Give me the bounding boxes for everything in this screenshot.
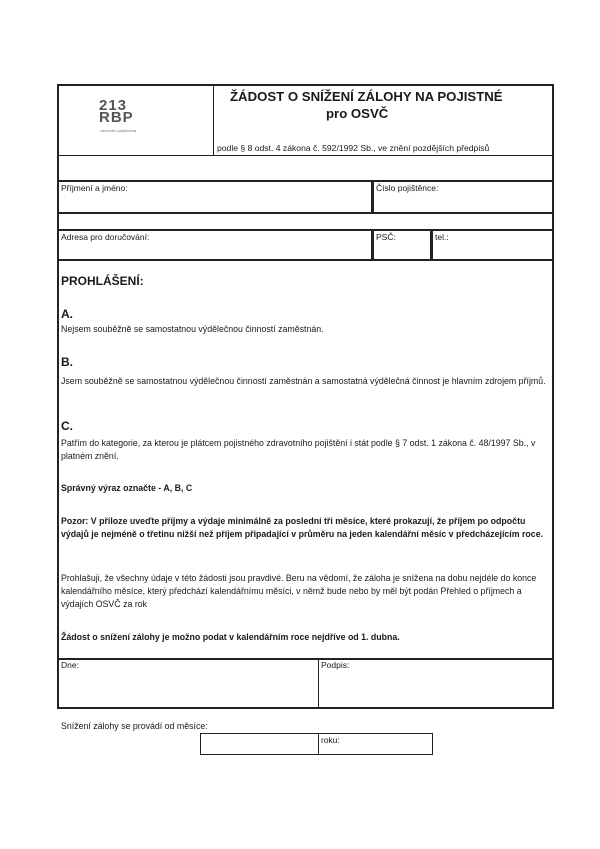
year-label: roku: — [321, 735, 340, 745]
date-label: Dne: — [61, 660, 79, 670]
option-b-text: Jsem souběžně se samostatnou výdělečnou činností zaměstnán a samostatná výdělečná činnost je hlavním zdrojem příjmů. — [61, 376, 546, 386]
signature-field[interactable] — [319, 659, 553, 708]
truth-statement: Prohlašuji, že všechny údaje v této žádosti jsou pravdivé. Beru na vědomí, že záloha je snížena na dobu nejdéle do konce kalendářního měsíce, který předchází kalendářnímu měsíci, v němž bude nebo by měl být podán Přehled o příjmech a výdajích OSVČ za rok — [61, 573, 537, 609]
reduction-from-label: Snížení zálohy se provádí od měsíce: — [61, 721, 208, 731]
tel-field[interactable] — [431, 229, 554, 261]
signature-label: Podpis: — [321, 660, 350, 670]
logo — [99, 99, 179, 139]
address-field[interactable] — [57, 229, 373, 261]
page-title: ŽÁDOST O SNÍŽENÍ ZÁLOHY NA POJISTNÉ — [230, 89, 503, 104]
option-c-text: Patřím do kategorie, za kterou je plátcem pojistného zdravotního pojištění i stát podle § 7 odst. 1 zákona č. 48/1997 Sb., v platném znění. — [61, 438, 536, 461]
tel-label: tel.: — [435, 232, 449, 242]
psc-field[interactable] — [372, 229, 432, 261]
logo-numbers: 213 — [99, 97, 128, 114]
form-frame — [57, 84, 554, 709]
date-field[interactable] — [57, 659, 319, 708]
mark-instruction: Správný výraz označte - A, B, C — [61, 483, 193, 493]
address-label: Adresa pro doručování: — [61, 232, 150, 242]
option-c-letter: C. — [61, 419, 73, 433]
deadline-text: Žádost o snížení zálohy je možno podat v kalendářním roce nejdříve od 1. dubna. — [61, 632, 400, 642]
logo-subtitle: zdravotní pojišťovna — [100, 128, 136, 133]
name-field[interactable] — [57, 180, 373, 214]
legal-reference: podle § 8 odst. 4 zákona č. 592/1992 Sb., ve znění pozdějších předpisů — [217, 143, 490, 153]
option-a-text: Nejsem souběžně se samostatnou výdělečnou činností zaměstnán. — [61, 324, 324, 334]
header-divider — [57, 155, 554, 156]
insured-number-label: Číslo pojištěnce: — [376, 183, 439, 193]
logo-cell — [57, 84, 214, 156]
insured-number-field[interactable] — [372, 180, 554, 214]
logo-letters: RBP — [99, 109, 134, 126]
option-b-letter: B. — [61, 355, 73, 369]
warning-text: Pozor: V příloze uveďte příjmy a výdaje minimálně za poslední tři měsíce, které prokazují, že příjem po odpočtu výdajů je nejméně o třetinu nižší než příjem připadající v průměru na jeden kalendářní měsíc v předcházejícím roce. — [61, 516, 544, 539]
declaration-heading: PROHLÁŠENÍ: — [61, 274, 144, 288]
page-subtitle: pro OSVČ — [326, 106, 389, 121]
name-label: Příjmení a jméno: — [61, 183, 128, 193]
month-field[interactable] — [200, 733, 319, 755]
year-field[interactable] — [318, 733, 433, 755]
option-a-letter: A. — [61, 307, 73, 321]
psc-label: PSČ: — [376, 232, 396, 242]
